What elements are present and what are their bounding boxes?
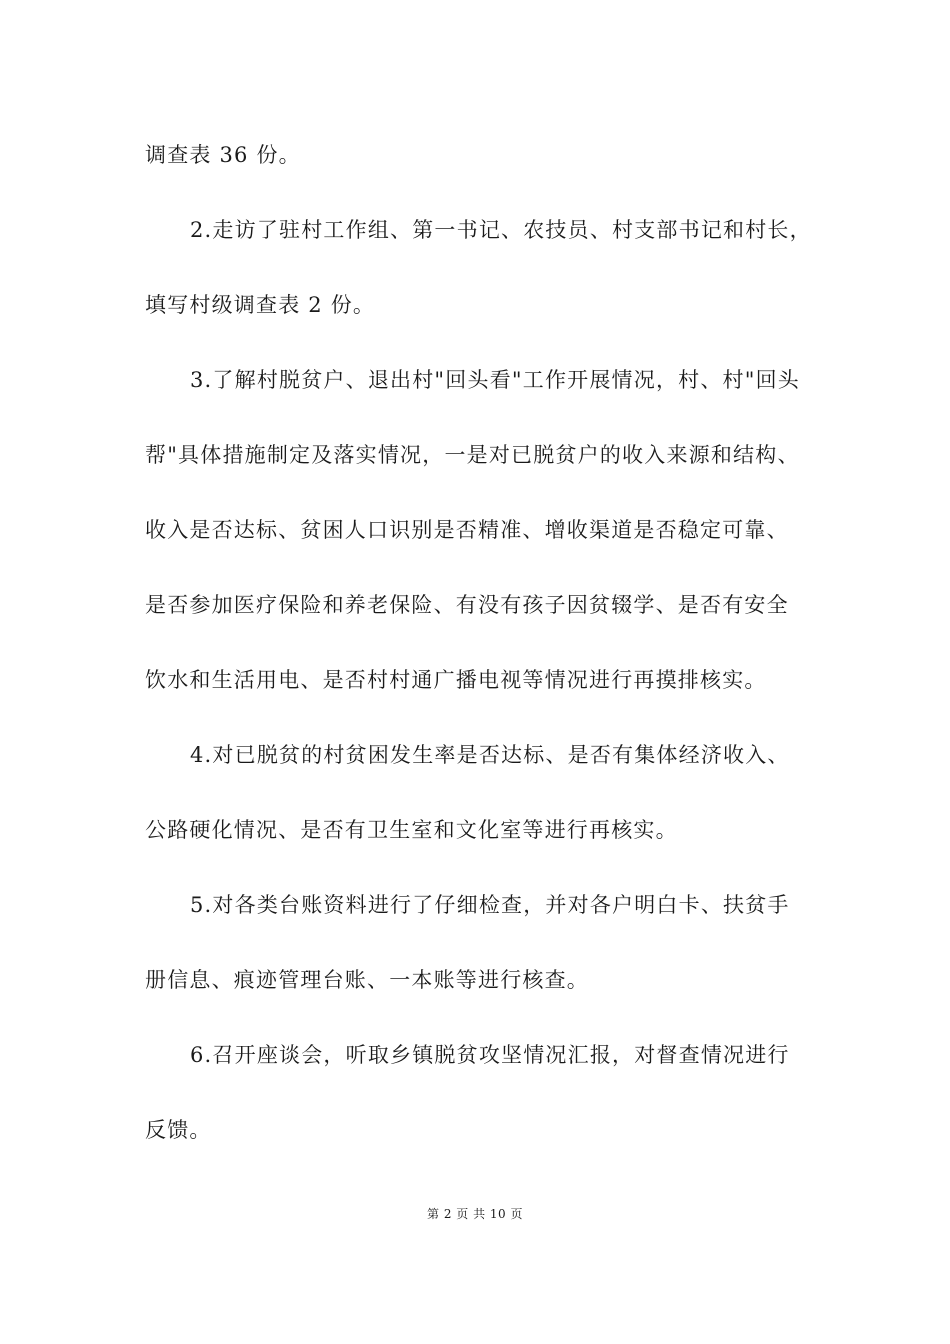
paragraph-line: 调查表 36 份。 — [145, 143, 301, 167]
paragraph-line: 6.召开座谈会，听取乡镇脱贫攻坚情况汇报，对督查情况进行 — [190, 1043, 790, 1067]
paragraph-line: 公路硬化情况、是否有卫生室和文化室等进行再核实。 — [145, 818, 678, 842]
paragraph-line: 4.对已脱贫的村贫困发生率是否达标、是否有集体经济收入、 — [190, 743, 790, 767]
paragraph-line: 饮水和生活用电、是否村村通广播电视等情况进行再摸排核实。 — [145, 668, 767, 692]
paragraph-line: 2.走访了驻村工作组、第一书记、农技员、村支部书记和村长， — [190, 218, 812, 242]
paragraph-line: 填写村级调查表 2 份。 — [145, 293, 376, 317]
paragraph-line: 反馈。 — [145, 1118, 212, 1142]
paragraph-line: 3.了解村脱贫户、退出村"回头看"工作开展情况，村、村"回头 — [190, 368, 801, 392]
paragraph-line: 册信息、痕迹管理台账、一本账等进行核查。 — [145, 968, 589, 992]
paragraph-line: 5.对各类台账资料进行了仔细检查，并对各户明白卡、扶贫手 — [190, 893, 790, 917]
paragraph-line: 帮"具体措施制定及落实情况，一是对已脱贫户的收入来源和结构、 — [145, 443, 800, 467]
paragraph-line: 是否参加医疗保险和养老保险、有没有孩子因贫辍学、是否有安全 — [145, 593, 789, 617]
page-footer — [0, 1206, 950, 1222]
paragraph-line: 收入是否达标、贫困人口识别是否精准、增收渠道是否稳定可靠、 — [145, 518, 789, 542]
page-number: 第 2 页 共 10 页 — [427, 1207, 523, 1221]
